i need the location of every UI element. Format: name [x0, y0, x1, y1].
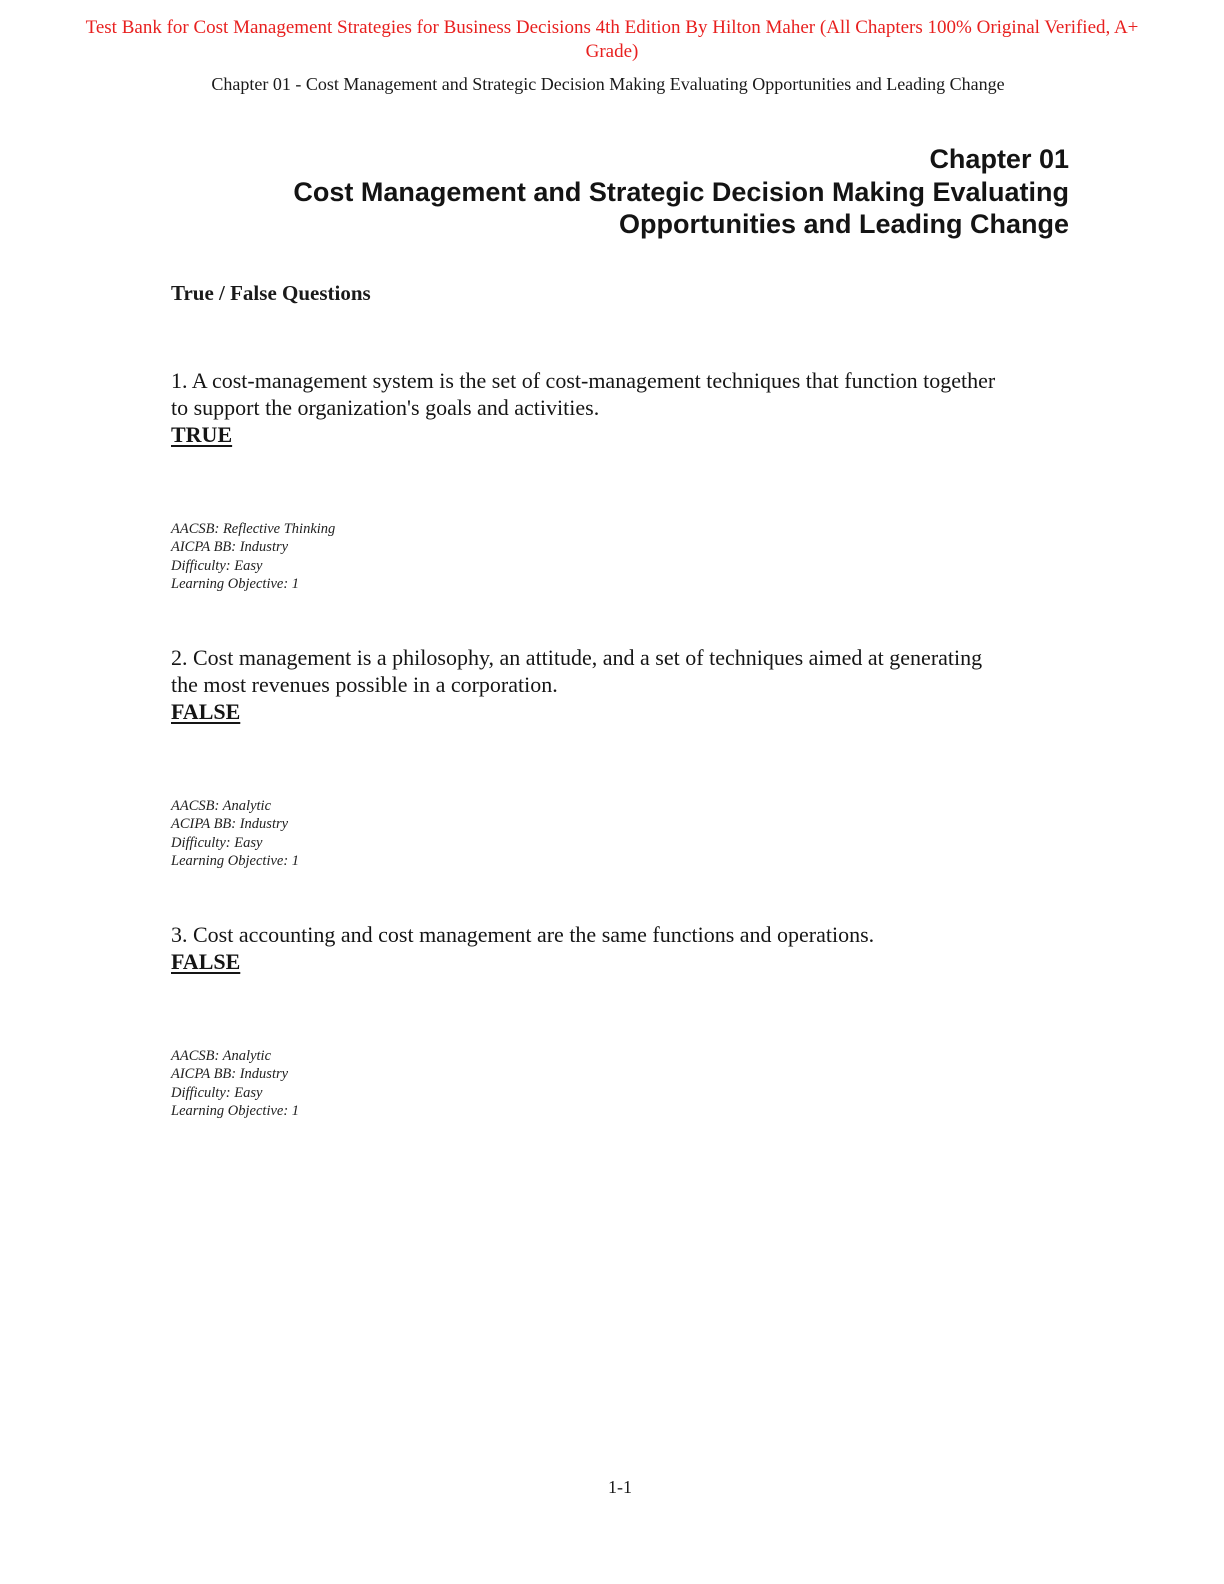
- question-text-line-1: 3. Cost accounting and cost management are the same functions and operations.: [171, 922, 875, 947]
- question-answer: FALSE: [171, 949, 241, 974]
- chapter-number: Chapter 01: [929, 144, 1069, 174]
- section-heading: True / False Questions: [171, 281, 371, 305]
- question-text-line-1: 1. A cost-management system is the set of cost-management techniques that function together: [171, 368, 996, 393]
- banner-line-1: Test Bank for Cost Management Strategies for Business Decisions 4th Edition By Hilton Maher (All Chapters 100% Original Verified, A+: [85, 17, 1139, 38]
- question-text-line-2: the most revenues possible in a corporation.: [171, 672, 558, 697]
- page-number: 1-1: [608, 1477, 632, 1497]
- question-2: [171, 644, 1076, 725]
- banner-line-2: Grade): [585, 41, 639, 62]
- question-answer: TRUE: [171, 422, 233, 447]
- test-bank-banner: [40, 16, 1184, 64]
- question-1: [171, 367, 1076, 448]
- question-1-metadata: [171, 520, 335, 593]
- meta-aicpa: AICPA BB: Industry: [171, 1066, 289, 1083]
- question-2-metadata: [171, 797, 299, 870]
- chapter-title-block: [169, 143, 1069, 241]
- meta-aacsb: AACSB: Analytic: [171, 798, 271, 814]
- question-3: [171, 921, 1076, 975]
- meta-difficulty: Difficulty: Easy: [171, 834, 263, 851]
- question-text-line-2: to support the organization's goals and activities.: [171, 395, 600, 420]
- meta-difficulty: Difficulty: Easy: [171, 557, 263, 574]
- question-text-line-1: 2. Cost management is a philosophy, an attitude, and a set of techniques aimed at generating: [171, 645, 983, 670]
- running-header: Chapter 01 - Cost Management and Strategic Decision Making Evaluating Opportunities and Leading Change: [211, 74, 1005, 94]
- meta-learning-objective: Learning Objective: 1: [171, 852, 300, 869]
- chapter-title-line-1: Cost Management and Strategic Decision Making Evaluating: [293, 176, 1069, 207]
- meta-difficulty: Difficulty: Easy: [171, 1084, 263, 1101]
- chapter-title-line-2: Opportunities and Leading Change: [618, 209, 1069, 239]
- question-3-metadata: [171, 1047, 299, 1120]
- meta-aicpa: ACIPA BB: Industry: [171, 816, 289, 833]
- meta-learning-objective: Learning Objective: 1: [171, 575, 300, 592]
- question-answer: FALSE: [171, 699, 241, 724]
- meta-learning-objective: Learning Objective: 1: [171, 1102, 300, 1119]
- meta-aicpa: AICPA BB: Industry: [171, 539, 289, 556]
- meta-aacsb: AACSB: Reflective Thinking: [171, 521, 336, 537]
- meta-aacsb: AACSB: Analytic: [171, 1048, 271, 1064]
